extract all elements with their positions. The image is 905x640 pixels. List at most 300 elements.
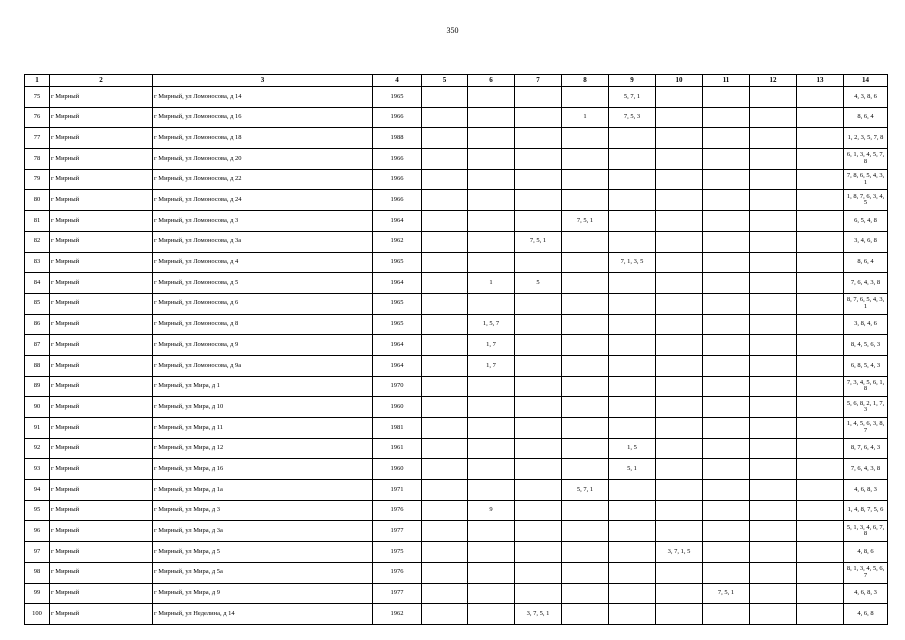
cell-col-3: г Мирный, ул Ломоносова, д 14 xyxy=(153,87,373,108)
cell-col-13 xyxy=(797,252,844,273)
cell-col-8 xyxy=(562,149,609,170)
cell-col-8 xyxy=(562,252,609,273)
cell-col-5 xyxy=(422,190,468,211)
cell-col-5 xyxy=(422,562,468,583)
cell-col-8 xyxy=(562,87,609,108)
cell-col-2: г Мирный xyxy=(50,190,153,211)
cell-col-12 xyxy=(750,500,797,521)
cell-col-7 xyxy=(515,355,562,376)
cell-col-2: г Мирный xyxy=(50,87,153,108)
cell-col-3: г Мирный, ул Ломоносова, д 5 xyxy=(153,273,373,294)
cell-col-3: г Мирный, ул Ломоносова, д 20 xyxy=(153,149,373,170)
cell-col-9 xyxy=(609,314,656,335)
table-row xyxy=(25,314,888,335)
table-row xyxy=(25,252,888,273)
cell-col-5 xyxy=(422,480,468,501)
column-header-14: 14 xyxy=(844,75,888,87)
cell-col-2: г Мирный xyxy=(50,273,153,294)
cell-col-14: 8, 1, 3, 4, 5, 6, 7 xyxy=(844,562,888,583)
cell-col-6 xyxy=(468,521,515,542)
cell-col-14: 7, 8, 6, 5, 4, 3, 1 xyxy=(844,169,888,190)
cell-col-10 xyxy=(656,273,703,294)
cell-col-1: 95 xyxy=(25,500,50,521)
cell-col-2: г Мирный xyxy=(50,169,153,190)
cell-col-1: 84 xyxy=(25,273,50,294)
cell-col-11 xyxy=(703,542,750,563)
cell-col-12 xyxy=(750,293,797,314)
cell-col-9 xyxy=(609,293,656,314)
cell-col-10 xyxy=(656,438,703,459)
cell-col-1: 98 xyxy=(25,562,50,583)
cell-col-2: г Мирный xyxy=(50,128,153,149)
cell-col-8 xyxy=(562,583,609,604)
cell-col-6 xyxy=(468,107,515,128)
cell-col-4: 1977 xyxy=(373,521,422,542)
cell-col-1: 83 xyxy=(25,252,50,273)
cell-col-6 xyxy=(468,376,515,397)
cell-col-2: г Мирный xyxy=(50,211,153,232)
cell-col-7: 7, 5, 1 xyxy=(515,231,562,252)
cell-col-4: 1960 xyxy=(373,397,422,418)
cell-col-12 xyxy=(750,149,797,170)
cell-col-3: г Мирный, ул Ломоносова, д 24 xyxy=(153,190,373,211)
cell-col-1: 85 xyxy=(25,293,50,314)
cell-col-14: 6, 5, 4, 8 xyxy=(844,211,888,232)
column-header-2: 2 xyxy=(50,75,153,87)
cell-col-9 xyxy=(609,562,656,583)
table-row xyxy=(25,542,888,563)
column-header-5: 5 xyxy=(422,75,468,87)
cell-col-6 xyxy=(468,397,515,418)
cell-col-11 xyxy=(703,438,750,459)
cell-col-4: 1964 xyxy=(373,211,422,232)
cell-col-2: г Мирный xyxy=(50,314,153,335)
cell-col-11 xyxy=(703,149,750,170)
table-row xyxy=(25,107,888,128)
cell-col-11 xyxy=(703,335,750,356)
cell-col-7 xyxy=(515,480,562,501)
cell-col-12 xyxy=(750,314,797,335)
cell-col-6 xyxy=(468,190,515,211)
cell-col-13 xyxy=(797,87,844,108)
cell-col-11: 7, 5, 1 xyxy=(703,583,750,604)
cell-col-11 xyxy=(703,87,750,108)
table-row xyxy=(25,397,888,418)
cell-col-4: 1966 xyxy=(373,107,422,128)
cell-col-8: 5, 7, 1 xyxy=(562,480,609,501)
cell-col-13 xyxy=(797,376,844,397)
cell-col-2: г Мирный xyxy=(50,149,153,170)
cell-col-8 xyxy=(562,190,609,211)
cell-col-5 xyxy=(422,293,468,314)
cell-col-6 xyxy=(468,293,515,314)
cell-col-11 xyxy=(703,459,750,480)
cell-col-8 xyxy=(562,314,609,335)
cell-col-12 xyxy=(750,231,797,252)
cell-col-7 xyxy=(515,190,562,211)
cell-col-14: 1, 4, 8, 7, 5, 6 xyxy=(844,500,888,521)
cell-col-2: г Мирный xyxy=(50,335,153,356)
cell-col-3: г Мирный, ул Мира, д 11 xyxy=(153,418,373,439)
cell-col-5 xyxy=(422,107,468,128)
cell-col-6: 1, 7 xyxy=(468,335,515,356)
cell-col-14: 7, 6, 4, 3, 8 xyxy=(844,273,888,294)
cell-col-8 xyxy=(562,500,609,521)
cell-col-14: 4, 6, 8, 3 xyxy=(844,480,888,501)
table-row xyxy=(25,211,888,232)
cell-col-7 xyxy=(515,500,562,521)
cell-col-5 xyxy=(422,169,468,190)
cell-col-13 xyxy=(797,459,844,480)
column-header-13: 13 xyxy=(797,75,844,87)
cell-col-8 xyxy=(562,355,609,376)
cell-col-13 xyxy=(797,397,844,418)
cell-col-4: 1966 xyxy=(373,149,422,170)
cell-col-9 xyxy=(609,500,656,521)
cell-col-5 xyxy=(422,397,468,418)
cell-col-6: 1, 5, 7 xyxy=(468,314,515,335)
cell-col-5 xyxy=(422,604,468,625)
cell-col-6 xyxy=(468,459,515,480)
cell-col-2: г Мирный xyxy=(50,480,153,501)
cell-col-5 xyxy=(422,355,468,376)
cell-col-2: г Мирный xyxy=(50,231,153,252)
cell-col-10 xyxy=(656,459,703,480)
cell-col-2: г Мирный xyxy=(50,500,153,521)
cell-col-2: г Мирный xyxy=(50,418,153,439)
cell-col-12 xyxy=(750,542,797,563)
cell-col-1: 100 xyxy=(25,604,50,625)
cell-col-3: г Мирный, ул Мира, д 9 xyxy=(153,583,373,604)
cell-col-10: 3, 7, 1, 5 xyxy=(656,542,703,563)
cell-col-7 xyxy=(515,562,562,583)
cell-col-14: 7, 3, 4, 5, 6, 1, 8 xyxy=(844,376,888,397)
table-row xyxy=(25,87,888,108)
cell-col-5 xyxy=(422,521,468,542)
cell-col-4: 1965 xyxy=(373,252,422,273)
column-header-7: 7 xyxy=(515,75,562,87)
cell-col-14: 4, 8, 6 xyxy=(844,542,888,563)
cell-col-10 xyxy=(656,314,703,335)
cell-col-10 xyxy=(656,149,703,170)
cell-col-9 xyxy=(609,149,656,170)
cell-col-2: г Мирный xyxy=(50,293,153,314)
cell-col-3: г Мирный, ул Мира, д 3а xyxy=(153,521,373,542)
column-header-12: 12 xyxy=(750,75,797,87)
cell-col-4: 1964 xyxy=(373,355,422,376)
cell-col-12 xyxy=(750,480,797,501)
cell-col-9 xyxy=(609,211,656,232)
cell-col-5 xyxy=(422,87,468,108)
cell-col-6 xyxy=(468,149,515,170)
cell-col-7 xyxy=(515,438,562,459)
cell-col-7: 5 xyxy=(515,273,562,294)
cell-col-14: 7, 6, 4, 3, 8 xyxy=(844,459,888,480)
cell-col-3: г Мирный, ул Ломоносова, д 6 xyxy=(153,293,373,314)
cell-col-12 xyxy=(750,211,797,232)
cell-col-14: 8, 4, 5, 6, 3 xyxy=(844,335,888,356)
cell-col-9: 7, 1, 3, 5 xyxy=(609,252,656,273)
cell-col-12 xyxy=(750,273,797,294)
cell-col-1: 88 xyxy=(25,355,50,376)
cell-col-3: г Мирный, ул Ломоносова, д 4 xyxy=(153,252,373,273)
cell-col-1: 90 xyxy=(25,397,50,418)
cell-col-7 xyxy=(515,542,562,563)
cell-col-11 xyxy=(703,355,750,376)
cell-col-6: 1, 7 xyxy=(468,355,515,376)
cell-col-2: г Мирный xyxy=(50,562,153,583)
table-header xyxy=(25,75,888,87)
cell-col-5 xyxy=(422,273,468,294)
cell-col-10 xyxy=(656,87,703,108)
cell-col-11 xyxy=(703,252,750,273)
cell-col-9 xyxy=(609,190,656,211)
cell-col-7 xyxy=(515,211,562,232)
cell-col-14: 6, 1, 3, 4, 5, 7, 8 xyxy=(844,149,888,170)
cell-col-4: 1961 xyxy=(373,438,422,459)
cell-col-4: 1960 xyxy=(373,459,422,480)
cell-col-3: г Мирный, ул Мира, д 1 xyxy=(153,376,373,397)
cell-col-9: 7, 5, 3 xyxy=(609,107,656,128)
cell-col-11 xyxy=(703,480,750,501)
column-header-6: 6 xyxy=(468,75,515,87)
cell-col-4: 1965 xyxy=(373,293,422,314)
cell-col-12 xyxy=(750,397,797,418)
cell-col-13 xyxy=(797,480,844,501)
cell-col-1: 81 xyxy=(25,211,50,232)
cell-col-10 xyxy=(656,128,703,149)
table-row xyxy=(25,190,888,211)
cell-col-1: 89 xyxy=(25,376,50,397)
cell-col-10 xyxy=(656,190,703,211)
cell-col-8 xyxy=(562,335,609,356)
cell-col-4: 1962 xyxy=(373,231,422,252)
cell-col-13 xyxy=(797,293,844,314)
cell-col-11 xyxy=(703,211,750,232)
cell-col-11 xyxy=(703,293,750,314)
cell-col-13 xyxy=(797,438,844,459)
cell-col-4: 1965 xyxy=(373,87,422,108)
cell-col-10 xyxy=(656,293,703,314)
cell-col-12 xyxy=(750,107,797,128)
cell-col-10 xyxy=(656,376,703,397)
cell-col-10 xyxy=(656,521,703,542)
cell-col-11 xyxy=(703,190,750,211)
cell-col-9 xyxy=(609,128,656,149)
cell-col-6 xyxy=(468,438,515,459)
table-row xyxy=(25,438,888,459)
cell-col-12 xyxy=(750,252,797,273)
cell-col-7 xyxy=(515,418,562,439)
cell-col-8 xyxy=(562,376,609,397)
cell-col-7 xyxy=(515,149,562,170)
cell-col-13 xyxy=(797,273,844,294)
cell-col-4: 1988 xyxy=(373,128,422,149)
cell-col-11 xyxy=(703,500,750,521)
cell-col-6 xyxy=(468,231,515,252)
cell-col-10 xyxy=(656,107,703,128)
cell-col-13 xyxy=(797,604,844,625)
cell-col-9 xyxy=(609,335,656,356)
housing-registry-table xyxy=(24,74,888,625)
cell-col-13 xyxy=(797,583,844,604)
cell-col-1: 99 xyxy=(25,583,50,604)
cell-col-12 xyxy=(750,459,797,480)
cell-col-6: 9 xyxy=(468,500,515,521)
table-row xyxy=(25,500,888,521)
cell-col-11 xyxy=(703,314,750,335)
cell-col-9: 5, 7, 1 xyxy=(609,87,656,108)
cell-col-8 xyxy=(562,128,609,149)
cell-col-5 xyxy=(422,418,468,439)
cell-col-11 xyxy=(703,604,750,625)
cell-col-9: 1, 5 xyxy=(609,438,656,459)
cell-col-8 xyxy=(562,231,609,252)
cell-col-5 xyxy=(422,252,468,273)
page-number: 350 xyxy=(446,26,459,35)
cell-col-1: 87 xyxy=(25,335,50,356)
cell-col-11 xyxy=(703,231,750,252)
cell-col-1: 80 xyxy=(25,190,50,211)
cell-col-3: г Мирный, ул Ломоносова, д 18 xyxy=(153,128,373,149)
cell-col-6: 1 xyxy=(468,273,515,294)
cell-col-8: 7, 5, 1 xyxy=(562,211,609,232)
cell-col-1: 82 xyxy=(25,231,50,252)
cell-col-11 xyxy=(703,128,750,149)
cell-col-13 xyxy=(797,107,844,128)
cell-col-12 xyxy=(750,87,797,108)
cell-col-14: 5, 6, 8, 2, 1, 7, 3 xyxy=(844,397,888,418)
cell-col-1: 94 xyxy=(25,480,50,501)
cell-col-7: 3, 7, 5, 1 xyxy=(515,604,562,625)
cell-col-3: г Мирный, ул Ломоносова, д 9 xyxy=(153,335,373,356)
cell-col-6 xyxy=(468,252,515,273)
cell-col-3: г Мирный, ул Ломоносова, д 16 xyxy=(153,107,373,128)
cell-col-14: 1, 2, 3, 5, 7, 8 xyxy=(844,128,888,149)
cell-col-14: 4, 6, 8, 3 xyxy=(844,583,888,604)
cell-col-12 xyxy=(750,355,797,376)
cell-col-12 xyxy=(750,438,797,459)
cell-col-7 xyxy=(515,128,562,149)
cell-col-5 xyxy=(422,376,468,397)
cell-col-7 xyxy=(515,169,562,190)
cell-col-11 xyxy=(703,376,750,397)
cell-col-11 xyxy=(703,521,750,542)
cell-col-6 xyxy=(468,87,515,108)
cell-col-1: 86 xyxy=(25,314,50,335)
cell-col-3: г Мирный, ул Ломоносова, д 3 xyxy=(153,211,373,232)
cell-col-7 xyxy=(515,252,562,273)
cell-col-13 xyxy=(797,231,844,252)
cell-col-2: г Мирный xyxy=(50,438,153,459)
cell-col-1: 77 xyxy=(25,128,50,149)
column-header-10: 10 xyxy=(656,75,703,87)
cell-col-5 xyxy=(422,459,468,480)
cell-col-14: 8, 6, 4 xyxy=(844,252,888,273)
cell-col-7 xyxy=(515,335,562,356)
cell-col-4: 1965 xyxy=(373,314,422,335)
cell-col-14: 1, 8, 7, 6, 3, 4, 5 xyxy=(844,190,888,211)
cell-col-4: 1977 xyxy=(373,583,422,604)
cell-col-8 xyxy=(562,562,609,583)
cell-col-4: 1975 xyxy=(373,542,422,563)
cell-col-4: 1966 xyxy=(373,169,422,190)
cell-col-3: г Мирный, ул Ломоносова, д 22 xyxy=(153,169,373,190)
cell-col-13 xyxy=(797,500,844,521)
cell-col-4: 1976 xyxy=(373,562,422,583)
cell-col-14: 1, 4, 5, 6, 3, 8, 7 xyxy=(844,418,888,439)
cell-col-10 xyxy=(656,231,703,252)
cell-col-9 xyxy=(609,376,656,397)
cell-col-5 xyxy=(422,583,468,604)
cell-col-8: 1 xyxy=(562,107,609,128)
cell-col-12 xyxy=(750,583,797,604)
cell-col-12 xyxy=(750,335,797,356)
cell-col-1: 76 xyxy=(25,107,50,128)
cell-col-10 xyxy=(656,335,703,356)
table-row xyxy=(25,521,888,542)
cell-col-8 xyxy=(562,273,609,294)
table-row xyxy=(25,418,888,439)
cell-col-6 xyxy=(468,604,515,625)
cell-col-9 xyxy=(609,169,656,190)
cell-col-10 xyxy=(656,480,703,501)
cell-col-4: 1964 xyxy=(373,273,422,294)
cell-col-3: г Мирный, ул Мира, д 5 xyxy=(153,542,373,563)
cell-col-6 xyxy=(468,562,515,583)
cell-col-2: г Мирный xyxy=(50,521,153,542)
table-body xyxy=(25,87,888,625)
table-row xyxy=(25,562,888,583)
cell-col-10 xyxy=(656,500,703,521)
cell-col-3: г Мирный, ул Мира, д 1а xyxy=(153,480,373,501)
cell-col-8 xyxy=(562,604,609,625)
cell-col-2: г Мирный xyxy=(50,583,153,604)
cell-col-2: г Мирный xyxy=(50,459,153,480)
cell-col-9 xyxy=(609,604,656,625)
table-row xyxy=(25,335,888,356)
column-header-3: 3 xyxy=(153,75,373,87)
cell-col-7 xyxy=(515,583,562,604)
cell-col-8 xyxy=(562,542,609,563)
cell-col-7 xyxy=(515,314,562,335)
cell-col-10 xyxy=(656,583,703,604)
cell-col-12 xyxy=(750,376,797,397)
cell-col-3: г Мирный, ул Ломоносова, д 3а xyxy=(153,231,373,252)
cell-col-8 xyxy=(562,169,609,190)
table-row xyxy=(25,273,888,294)
cell-col-14: 8, 6, 4 xyxy=(844,107,888,128)
cell-col-12 xyxy=(750,562,797,583)
cell-col-3: г Мирный, ул Ломоносова, д 8 xyxy=(153,314,373,335)
cell-col-3: г Мирный, ул Ломоносова, д 9а xyxy=(153,355,373,376)
table-row xyxy=(25,604,888,625)
cell-col-10 xyxy=(656,169,703,190)
cell-col-7 xyxy=(515,376,562,397)
cell-col-4: 1971 xyxy=(373,480,422,501)
cell-col-1: 97 xyxy=(25,542,50,563)
cell-col-3: г Мирный, ул Мира, д 5а xyxy=(153,562,373,583)
cell-col-4: 1964 xyxy=(373,335,422,356)
cell-col-12 xyxy=(750,128,797,149)
cell-col-10 xyxy=(656,397,703,418)
cell-col-9 xyxy=(609,231,656,252)
cell-col-14: 8, 7, 6, 4, 3 xyxy=(844,438,888,459)
cell-col-8 xyxy=(562,397,609,418)
cell-col-9 xyxy=(609,397,656,418)
table-row xyxy=(25,459,888,480)
cell-col-13 xyxy=(797,314,844,335)
